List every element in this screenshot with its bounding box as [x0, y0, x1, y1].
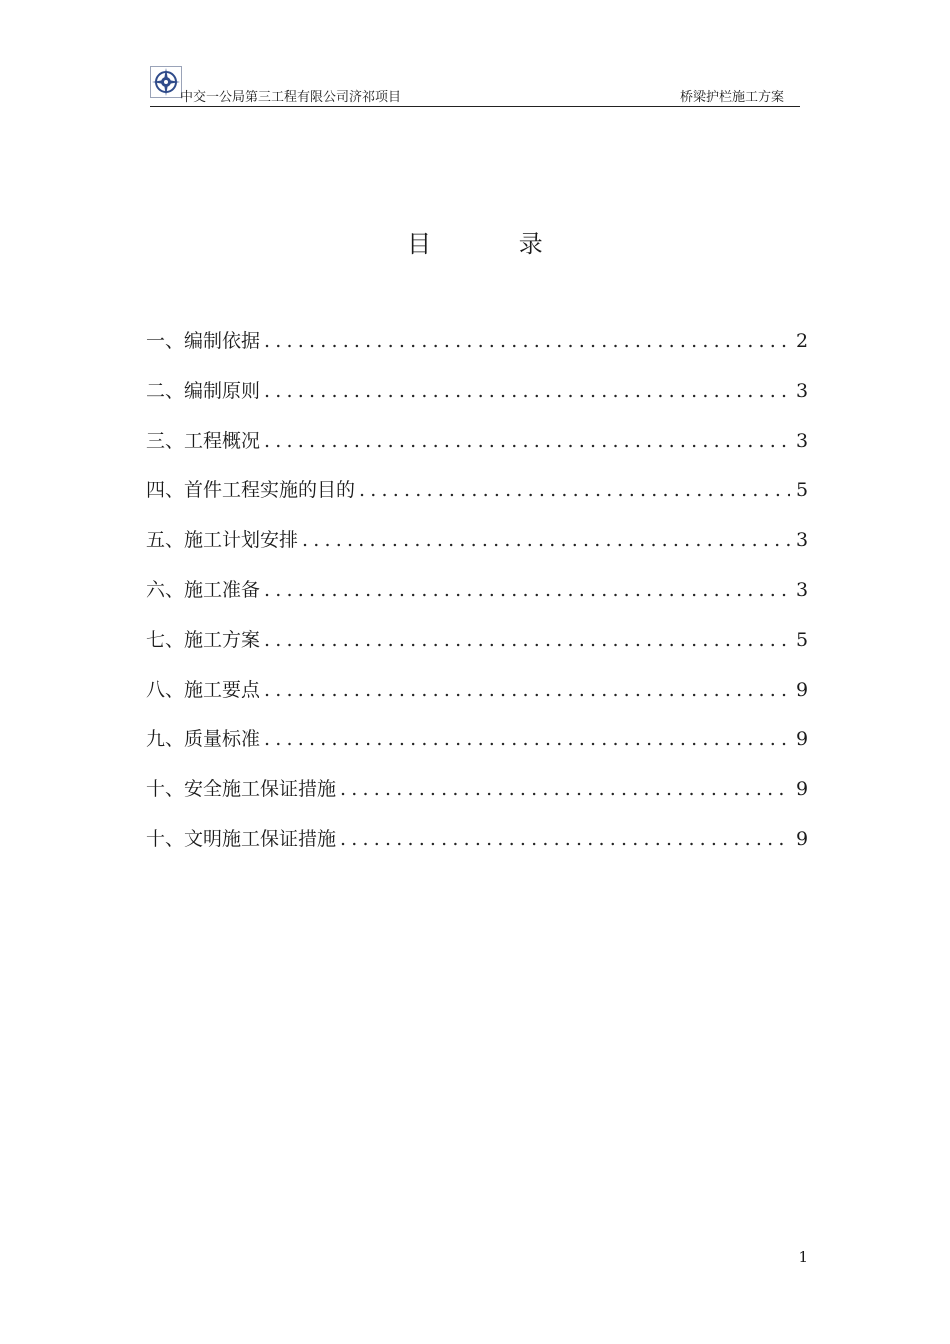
toc-entry-label: 三、工程概况: [146, 429, 261, 452]
dot-leader: [264, 380, 790, 402]
toc-entry-label: 九、质量标准: [146, 728, 261, 751]
toc-entry-page: 9: [796, 778, 809, 801]
dot-leader: [359, 479, 790, 501]
toc-entry-page: 5: [796, 479, 809, 502]
toc-entry[interactable]: [146, 724, 808, 774]
dot-leader: [264, 629, 790, 651]
toc-entry-label: 七、施工方案: [146, 628, 261, 651]
toc-entry-label: 十、文明施工保证措施: [146, 827, 337, 850]
toc-entry-label: 八、施工要点: [146, 678, 261, 701]
toc-entry-page: 5: [796, 628, 809, 651]
dot-leader: [264, 579, 790, 601]
toc-entry[interactable]: [146, 625, 808, 675]
toc-entry-label: 五、施工计划安排: [146, 529, 299, 552]
page-header: [150, 66, 800, 107]
toc-entry-label: 十、安全施工保证措施: [146, 778, 337, 801]
toc-entry[interactable]: [146, 326, 808, 376]
table-of-contents: [146, 326, 808, 874]
toc-entry[interactable]: [146, 575, 808, 625]
toc-entry-label: 一、编制依据: [146, 330, 261, 352]
page-number: 1: [798, 1248, 808, 1266]
dot-leader: [340, 828, 790, 850]
dot-leader: [302, 529, 790, 551]
toc-entry-page: 2: [796, 330, 809, 352]
toc-entry-label: 二、编制原则: [146, 379, 261, 402]
toc-entry-page: 3: [796, 429, 809, 452]
toc-entry-page: 9: [796, 678, 809, 701]
toc-entry-page: 9: [796, 728, 809, 751]
toc-entry-page: 3: [796, 529, 809, 552]
toc-entry[interactable]: [146, 426, 808, 476]
dot-leader: [264, 728, 790, 750]
toc-title: 目 录: [407, 230, 583, 258]
company-logo-icon: [150, 66, 182, 98]
toc-entry[interactable]: [146, 824, 808, 874]
toc-entry-label: 六、施工准备: [146, 578, 261, 601]
dot-leader: [340, 778, 790, 800]
toc-entry[interactable]: [146, 675, 808, 725]
toc-entry-label: 四、首件工程实施的目的: [146, 479, 356, 502]
toc-entry[interactable]: [146, 774, 808, 824]
toc-entry-page: 3: [796, 578, 809, 601]
document-title: 桥梁护栏施工方案: [679, 90, 784, 105]
organization-name: 中交一公局第三工程有限公司济祁项目: [180, 90, 402, 105]
toc-entry[interactable]: [146, 525, 808, 575]
dot-leader: [264, 430, 790, 452]
toc-entry[interactable]: [146, 475, 808, 525]
toc-entry[interactable]: [146, 376, 808, 426]
dot-leader: [264, 679, 790, 701]
toc-entry-page: 9: [796, 827, 809, 850]
toc-entry-page: 3: [796, 379, 809, 402]
dot-leader: [264, 330, 790, 352]
